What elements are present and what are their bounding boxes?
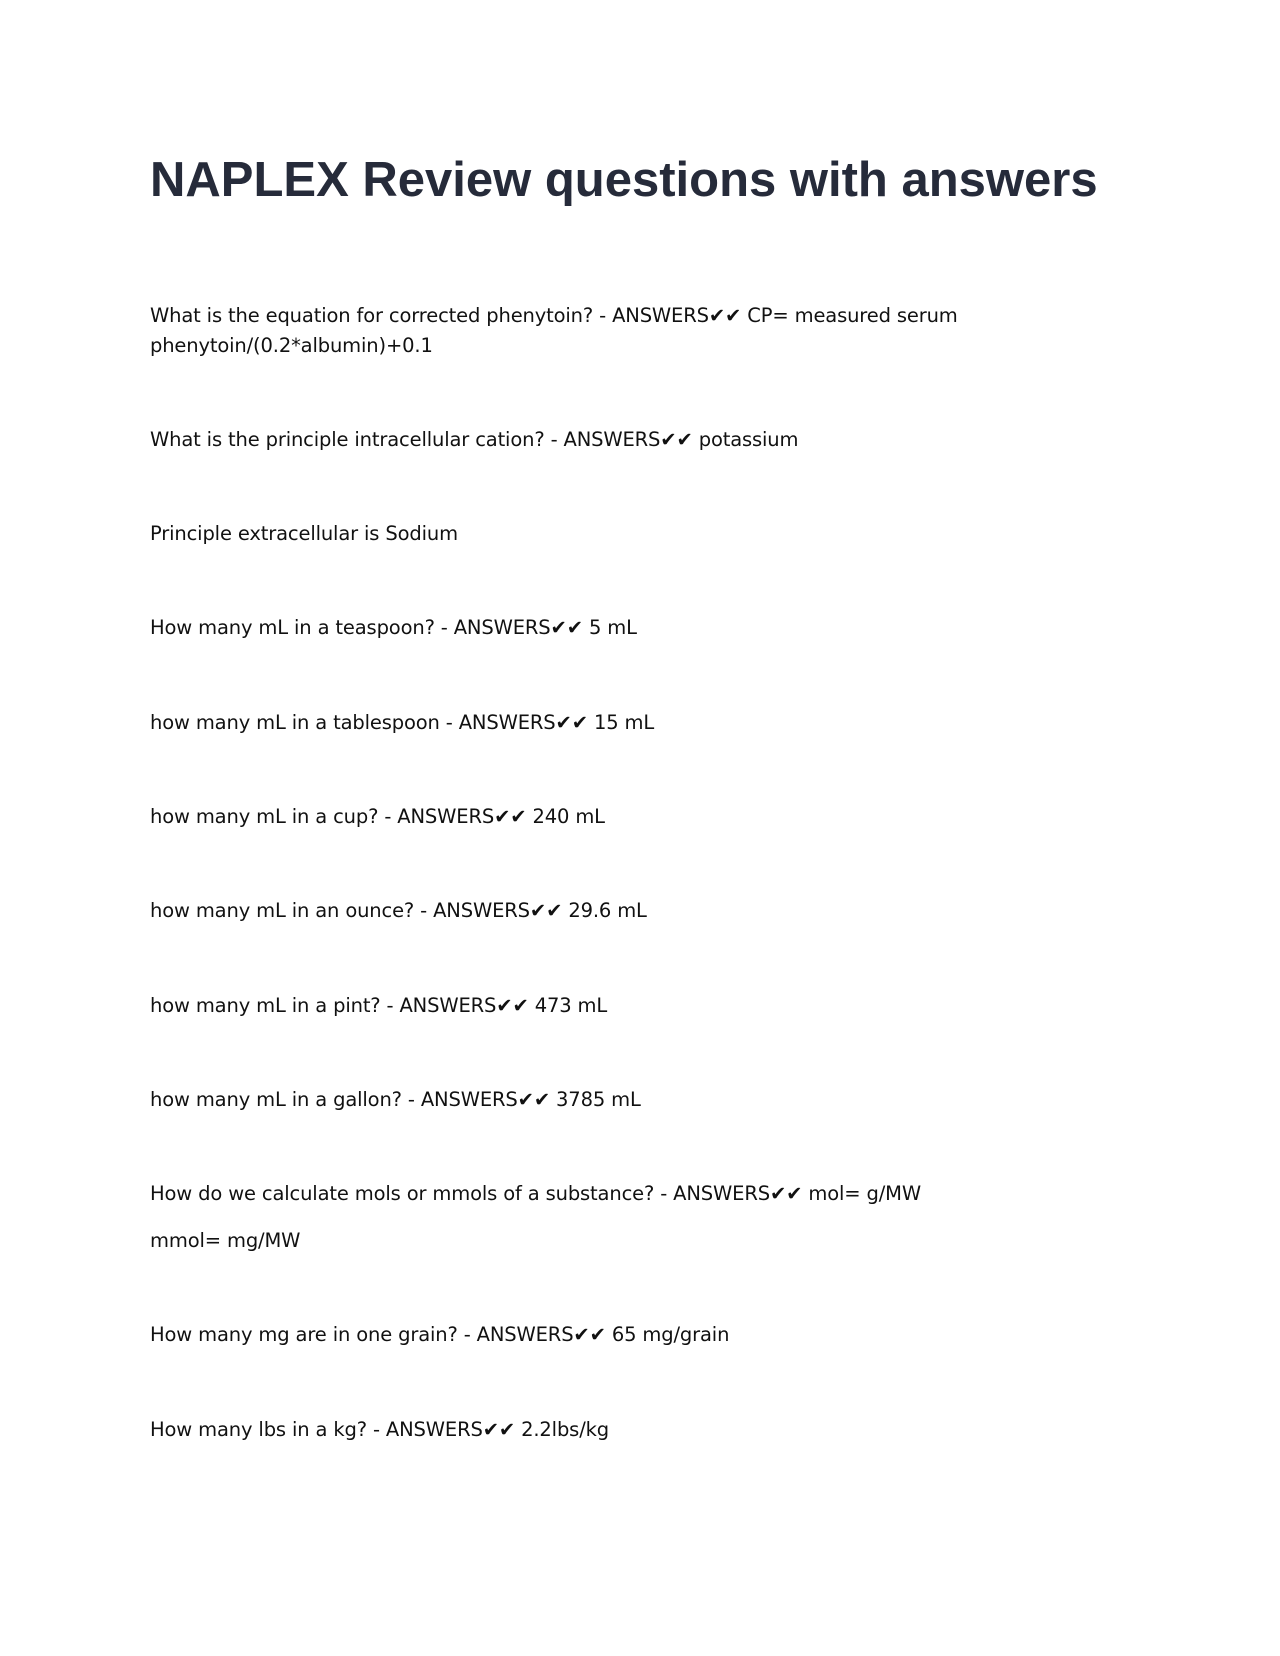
qa-line-grain: How many mg are in one grain? - ANSWERS✔✔ 65 mg/grain	[150, 1323, 730, 1346]
qa-line-intracellular-cation: What is the principle intracellular cation? - ANSWERS✔✔ potassium	[150, 428, 799, 451]
qa-line-tablespoon: how many mL in a tablespoon - ANSWERS✔✔ 15 mL	[150, 711, 655, 734]
qa-line-phenytoin-question: What is the equation for corrected phenytoin? - ANSWERS✔✔ CP= measured serum	[150, 304, 958, 327]
qa-line-ounce: how many mL in an ounce? - ANSWERS✔✔ 29.6 mL	[150, 899, 647, 922]
qa-line-lbs-kg: How many lbs in a kg? - ANSWERS✔✔ 2.2lbs/kg	[150, 1418, 609, 1441]
qa-line-extracellular-note: Principle extracellular is Sodium	[150, 522, 458, 545]
qa-line-mols-question: How do we calculate mols or mmols of a substance? - ANSWERS✔✔ mol= g/MW	[150, 1182, 921, 1205]
qa-line-cup: how many mL in a cup? - ANSWERS✔✔ 240 mL	[150, 805, 605, 828]
qa-line-gallon: how many mL in a gallon? - ANSWERS✔✔ 3785 mL	[150, 1088, 641, 1111]
qa-line-mmol-formula: mmol= mg/MW	[150, 1229, 301, 1252]
qa-line-pint: how many mL in a pint? - ANSWERS✔✔ 473 mL	[150, 994, 608, 1017]
qa-line-teaspoon: How many mL in a teaspoon? - ANSWERS✔✔ 5 mL	[150, 616, 637, 639]
qa-line-phenytoin-continuation: phenytoin/(0.2*albumin)+0.1	[150, 334, 433, 357]
document-title: NAPLEX Review questions with answers	[150, 153, 1098, 207]
